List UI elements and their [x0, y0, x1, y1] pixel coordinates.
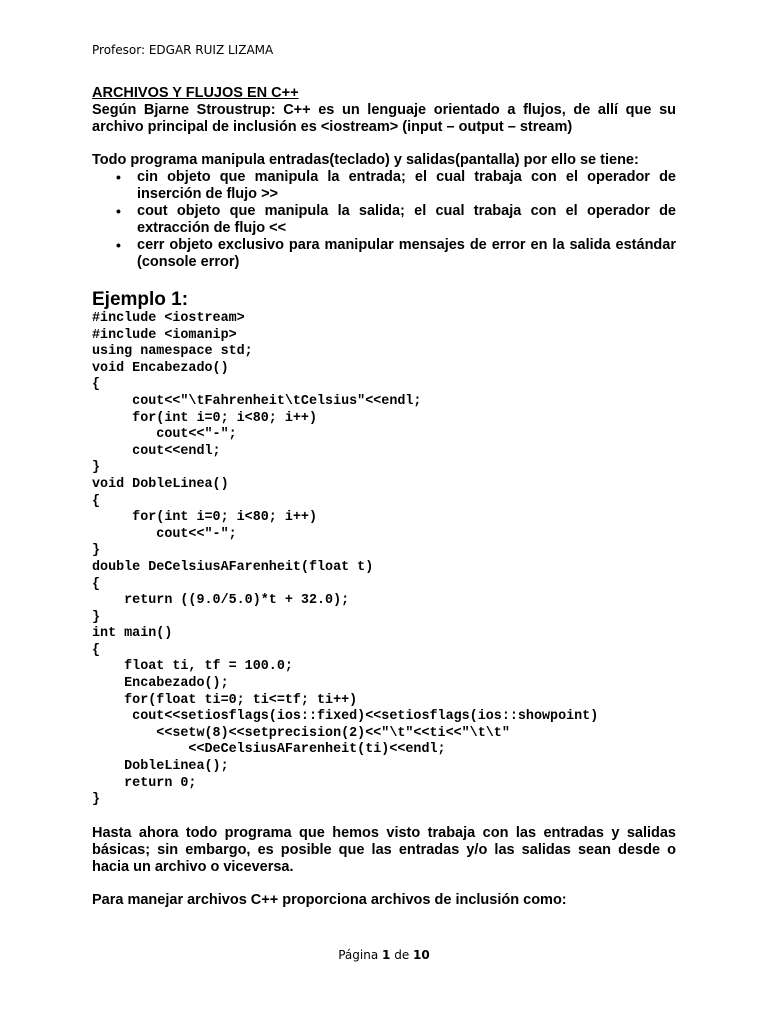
footer-page-word: Página — [338, 948, 379, 962]
intro-paragraph: Según Bjarne Stroustrup: C++ es un lenguaje orientado a flujos, de allí que su archivo principal de inclusión es <iostream> (input – output – stream) — [92, 102, 676, 135]
spacer — [92, 876, 676, 892]
stream-objects-list — [92, 169, 676, 271]
code-listing: #include <iostream> #include <iomanip> using namespace std; void Encabezado() { cout<<"\tFahrenheit\tCelsius"<<endl; for(int i=0; i<80; i++) cout<<"-"; cout<<endl; } void DobleLinea() { for(int i=0; i<80; i++) cout<<"-"; } double DeCelsiusAFarenheit(float t) { return ((9.0/5.0)*t + 32.0); } int main() { float ti, tf = 100.0; Encabezado(); for(float ti=0; ti<=tf; ti++) cout<<setiosflags(ios::fixed)<<setiosflags(ios::showpoint) <<setw(8)<<setprecision(2)<<"\t"<<ti<<"\t\t" <<DeCelsiusAFarenheit(ti)<<endl; DobleLinea(); return 0; } — [92, 311, 599, 808]
document-body — [92, 85, 676, 909]
program-paragraph: Todo programa manipula entradas(teclado) y salidas(pantalla) por ello se tiene: — [92, 152, 639, 168]
list-item-cerr — [92, 237, 676, 271]
list-item-cout — [92, 203, 676, 237]
example-heading: Ejemplo 1: — [92, 289, 189, 310]
bullet-icon: • — [116, 203, 121, 219]
footer-page-total: 10 — [413, 948, 430, 962]
document-title: ARCHIVOS Y FLUJOS EN C++ — [92, 85, 299, 101]
closing-paragraph: Hasta ahora todo programa que hemos visto trabaja con las entradas y salidas básicas; sin embargo, es posible que las entradas y/o las salidas sean desde o hacia un archivo o viceversa. — [92, 824, 676, 875]
files-paragraph: Para manejar archivos C++ proporciona archivos de inclusión como: — [92, 891, 567, 908]
spacer — [92, 136, 676, 152]
list-item-cin — [92, 169, 676, 203]
list-item-text: cout objeto que manipula la salida; el cual trabaja con el operador de extracción de flujo << — [137, 203, 676, 236]
page-header: Profesor: EDGAR RUIZ LIZAMA — [92, 43, 274, 57]
footer-of-word: de — [394, 948, 410, 962]
list-item-text: cerr objeto exclusivo para manipular mensajes de error en la salida estándar (console error) — [137, 237, 676, 270]
page-footer — [0, 948, 768, 962]
footer-page-number: 1 — [382, 948, 391, 962]
bullet-icon: • — [116, 169, 121, 185]
list-item-text: cin objeto que manipula la entrada; el cual trabaja con el operador de inserción de flujo >> — [137, 169, 676, 202]
spacer — [92, 809, 676, 825]
bullet-icon: • — [116, 237, 121, 253]
